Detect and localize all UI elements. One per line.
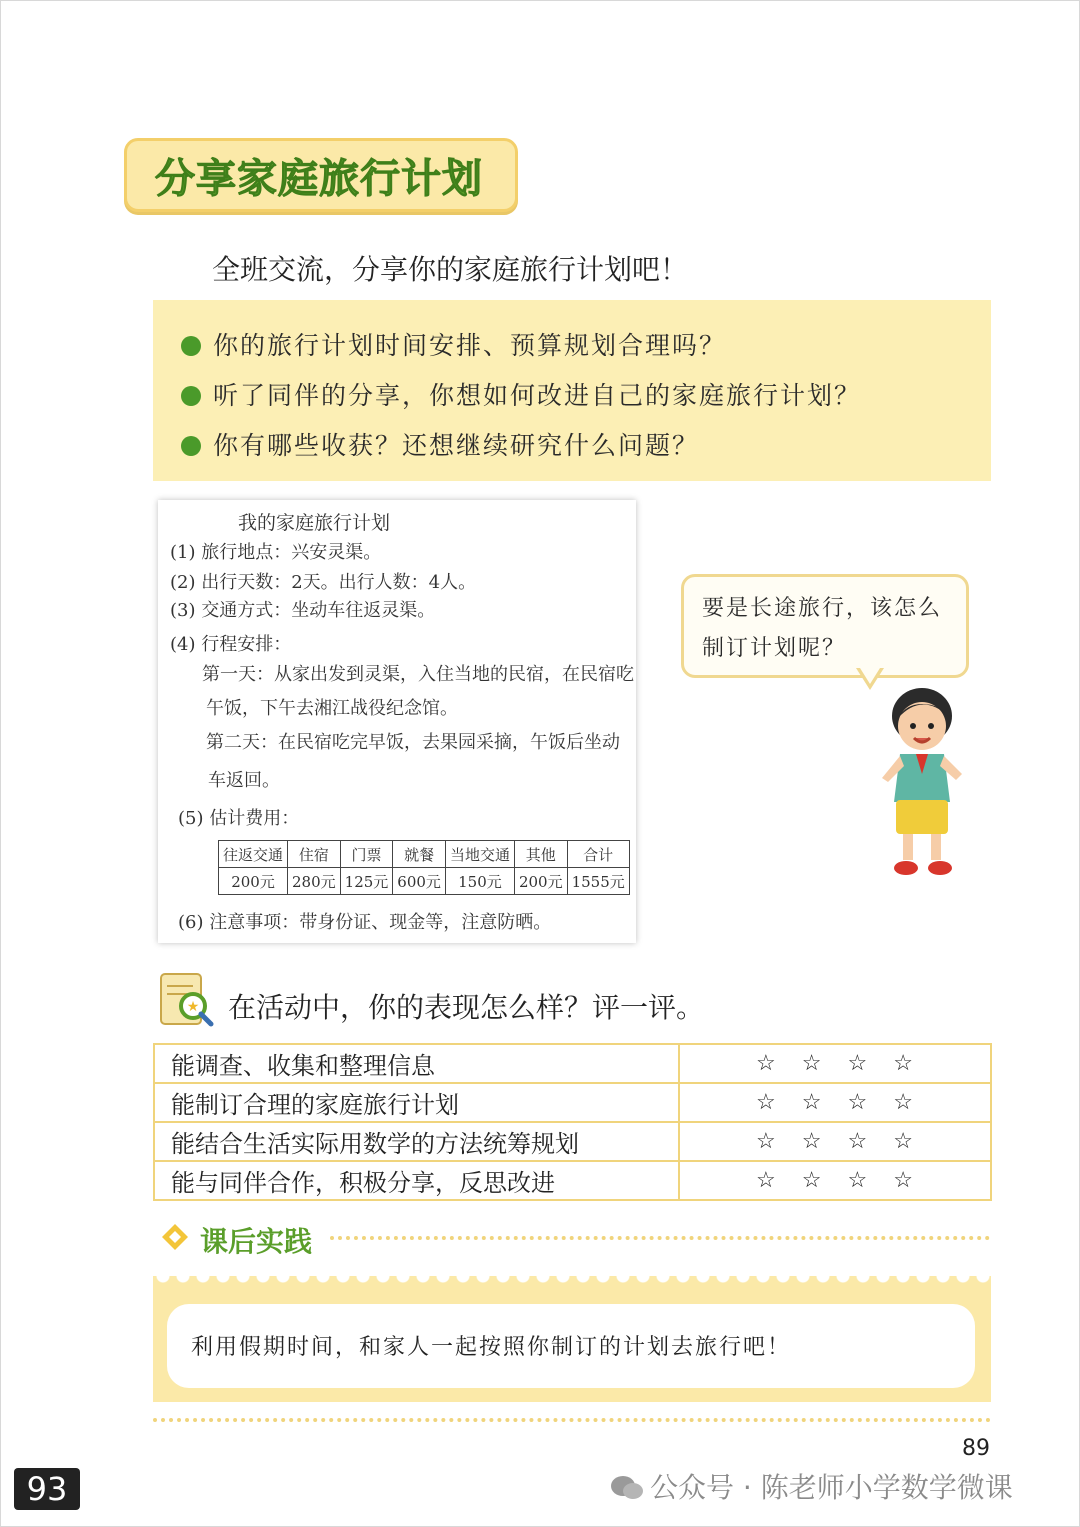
- evaluation-row: [154, 1044, 991, 1083]
- cost-value-cell: 200元: [514, 868, 567, 895]
- cost-header-cell: 住宿: [288, 841, 341, 868]
- plan-line: (6) 注意事项：带身份证、现金等，注意防晒。: [178, 912, 552, 933]
- dotted-divider: [330, 1236, 990, 1240]
- title-banner: [124, 138, 518, 212]
- cost-header-cell: 合计: [567, 841, 629, 868]
- evaluation-criterion: 能调查、收集和整理信息: [154, 1044, 679, 1083]
- evaluation-table: [153, 1043, 992, 1201]
- evaluation-criterion: 能制订合理的家庭旅行计划: [154, 1083, 679, 1122]
- cost-value-cell: 150元: [445, 868, 514, 895]
- practice-title: 课后实践: [200, 1225, 313, 1258]
- evaluation-heading: 在活动中，你的表现怎么样？评一评。: [228, 991, 705, 1024]
- dotted-divider: [153, 1418, 991, 1422]
- plan-line: (5) 估计费用：: [178, 808, 300, 829]
- watermark-text: 公众号 · 陈老师小学数学微课: [650, 1471, 1013, 1504]
- speech-bubble: [681, 574, 969, 678]
- practice-arrow-icon: [158, 1220, 192, 1254]
- evaluation-criterion: 能结合生活实际用数学的方法统筹规划: [154, 1122, 679, 1161]
- watermark: [610, 1466, 1013, 1506]
- cost-value-cell: 125元: [340, 868, 393, 895]
- star-rating[interactable]: ☆☆☆☆: [679, 1122, 991, 1161]
- plan-line: (4) 行程安排：: [170, 634, 292, 655]
- page-badge: 93: [14, 1468, 80, 1510]
- cost-header-cell: 其他: [514, 841, 567, 868]
- question-item: 你有哪些收获？还想继续研究什么问题？: [181, 426, 699, 462]
- cost-value-cell: 280元: [288, 868, 341, 895]
- evaluation-scroll-icon: [155, 968, 217, 1030]
- star-rating[interactable]: ☆☆☆☆: [679, 1083, 991, 1122]
- discussion-questions: [153, 300, 991, 481]
- practice-panel: [153, 1276, 991, 1402]
- plan-line: (1) 旅行地点：兴安灵渠。: [170, 542, 382, 563]
- evaluation-row: [154, 1161, 991, 1200]
- bullet-dot-icon: [181, 436, 201, 456]
- cost-header-cell: 就餐: [393, 841, 446, 868]
- plan-line: 午饭，下午去湘江战役纪念馆。: [206, 698, 458, 719]
- page-number: 89: [962, 1436, 990, 1461]
- cost-value-cell: 200元: [219, 868, 288, 895]
- plan-line: (3) 交通方式：坐动车往返灵渠。: [170, 600, 436, 621]
- boy-character-illustration: [870, 682, 974, 892]
- question-item: 你的旅行计划时间安排、预算规划合理吗？: [181, 326, 726, 362]
- plan-heading: 我的家庭旅行计划: [238, 512, 391, 534]
- cost-value-cell: 1555元: [567, 868, 629, 895]
- plan-line: 第二天：在民宿吃完早饭，去果园采摘，午饭后坐动: [206, 732, 620, 753]
- svg-text:★: ★: [186, 999, 200, 1015]
- cost-header-cell: 往返交通: [219, 841, 288, 868]
- cost-header-row: [219, 841, 630, 868]
- plan-line: (2) 出行天数：2天。出行人数：4人。: [170, 572, 477, 593]
- evaluation-row: [154, 1122, 991, 1161]
- plan-line: 车返回。: [208, 770, 280, 791]
- cost-header-cell: 当地交通: [445, 841, 514, 868]
- cost-header-cell: 门票: [340, 841, 393, 868]
- evaluation-row: [154, 1083, 991, 1122]
- travel-plan-card: [158, 500, 636, 943]
- cost-value-row: [219, 868, 630, 895]
- cost-table: [218, 840, 630, 895]
- star-rating[interactable]: ☆☆☆☆: [679, 1161, 991, 1200]
- page-title: 分享家庭旅行计划: [155, 156, 483, 202]
- practice-text: 利用假期时间，和家人一起按照你制订的计划去旅行吧！: [191, 1335, 792, 1360]
- evaluation-criterion: 能与同伴合作，积极分享，反思改进: [154, 1161, 679, 1200]
- speech-bubble-text: 要是长途旅行，该怎么制订计划呢？: [702, 596, 943, 661]
- bullet-dot-icon: [181, 336, 201, 356]
- practice-inner-card: [167, 1304, 975, 1388]
- plan-line: 第一天：从家出发到灵渠，入住当地的民宿，在民宿吃: [202, 664, 634, 685]
- star-rating[interactable]: ☆☆☆☆: [679, 1044, 991, 1083]
- question-item: 听了同伴的分享，你想如何改进自己的家庭旅行计划？: [181, 376, 861, 412]
- cost-value-cell: 600元: [393, 868, 446, 895]
- intro-text: 全班交流，分享你的家庭旅行计划吧！: [212, 253, 689, 286]
- bullet-dot-icon: [181, 386, 201, 406]
- wechat-icon: [610, 1475, 644, 1501]
